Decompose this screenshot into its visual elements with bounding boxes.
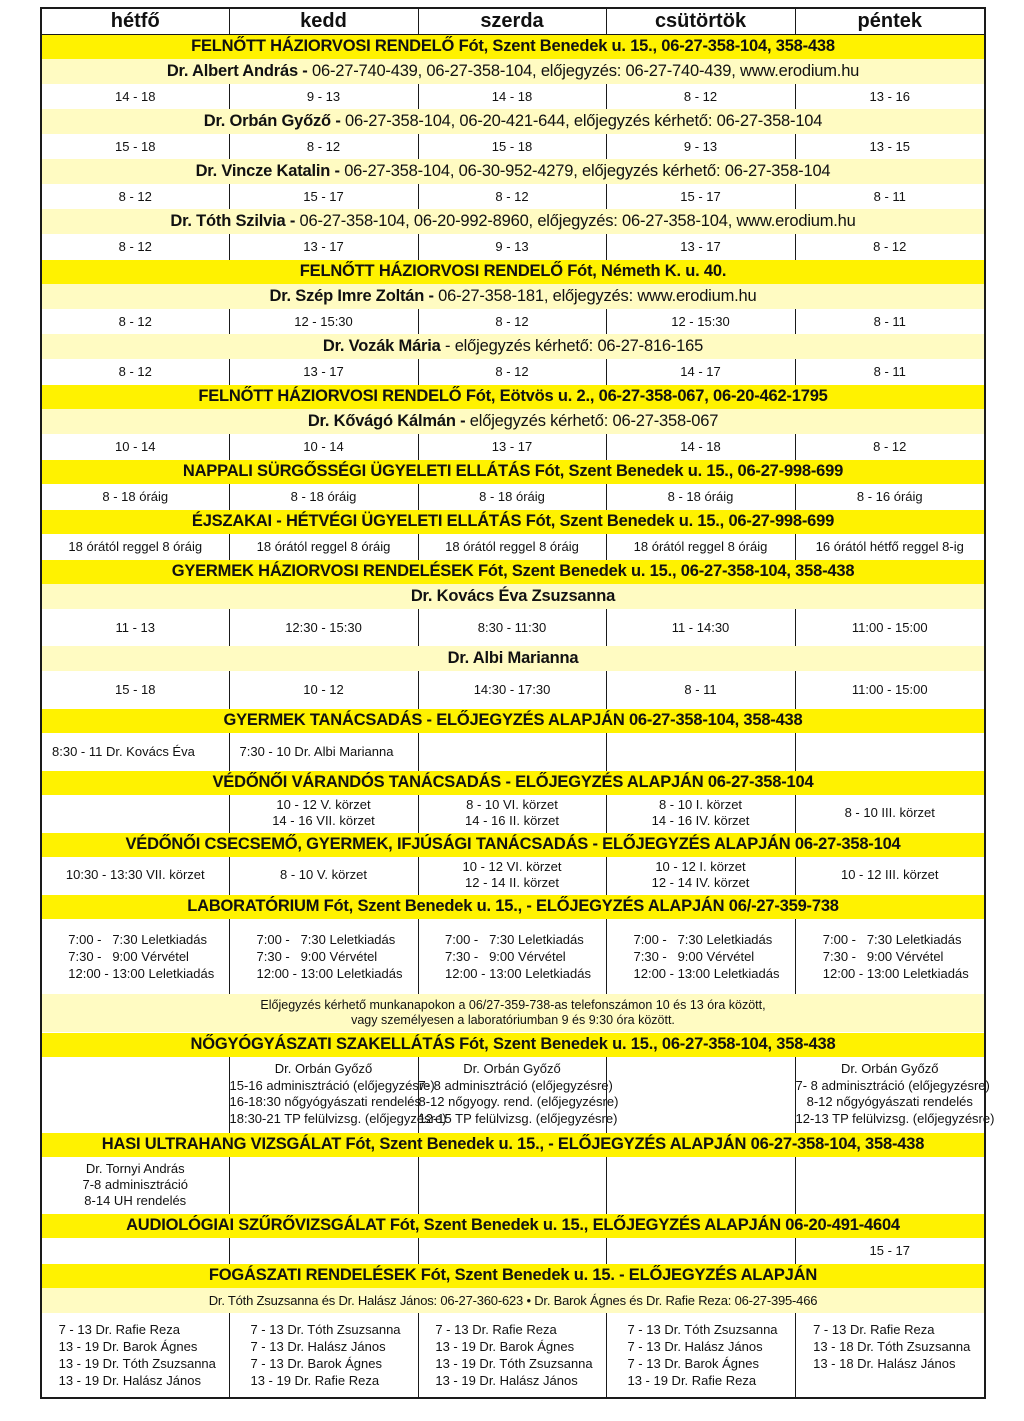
doctor-row-line — [41, 334, 985, 359]
hours-csütörtök: 12 - 15:30 — [606, 309, 795, 334]
lab-hétfő — [41, 919, 229, 994]
day-header: péntek — [795, 8, 985, 34]
doctor-contact: 06-27-358-104, 06-30-952-4279, előjegyzés kérhető: 06-27-358-104 — [339, 162, 831, 180]
cell-line: Dr. Orbán Győző — [463, 1061, 561, 1077]
hours-csütörtök — [606, 1238, 795, 1263]
lab-line: 12:00 - 13:00 Leletkiadás — [822, 966, 969, 981]
doctor-row-line — [41, 584, 985, 609]
hours-kedd — [229, 1238, 418, 1263]
doctor-name: Dr. Orbán Győző - — [203, 112, 341, 130]
day-header-row — [41, 8, 985, 34]
hours-row — [41, 1238, 985, 1263]
section-title — [41, 384, 985, 409]
lab-note — [41, 994, 985, 1032]
lab-line: 7:30 - 9:00 Vérvétel — [822, 949, 944, 964]
cell-csütörtök — [606, 1057, 795, 1132]
dental-line: 13 - 19 Dr. Tóth Zsuzsanna — [435, 1356, 593, 1371]
section-title — [41, 708, 985, 733]
hours-hétfő: 14 - 18 — [115, 89, 156, 104]
hours-csütörtök: 14 - 18 — [606, 434, 795, 459]
dental-line: 13 - 19 Dr. Tóth Zsuzsanna — [58, 1356, 216, 1371]
cell-line: 12 - 14 II. körzet — [465, 875, 559, 891]
cell-line: 10 - 12 VI. körzet — [462, 859, 562, 875]
hours-hétfő: 8 - 18 óráig — [102, 488, 169, 504]
lab-line: 12:00 - 13:00 Leletkiadás — [68, 966, 215, 981]
lab-line: 7:00 - 7:30 Leletkiadás — [633, 932, 773, 947]
doctor-row-line — [41, 209, 985, 234]
lab-line: 7:00 - 7:30 Leletkiadás — [68, 932, 208, 947]
hours-row — [41, 134, 985, 159]
cell-line: 8-12 nőgyógyászati rendelés — [806, 1094, 973, 1110]
cell-hétfő — [41, 1157, 229, 1213]
section-title — [41, 1263, 985, 1288]
dental-line: 7 - 13 Dr. Halász János — [627, 1339, 763, 1354]
cell-line: 15-16 adminisztráció (előjegyzésre) — [229, 1077, 435, 1093]
dental-csütörtök — [606, 1313, 795, 1398]
dental-line: 7 - 13 Dr. Halász János — [250, 1339, 386, 1354]
doctor-name: Dr. Vincze Katalin - — [195, 162, 340, 180]
doctor-row-line — [41, 646, 985, 671]
hours-hétfő: 8:30 - 11 Dr. Kovács Éva — [52, 743, 195, 759]
cell-line: 8 - 10 V. körzet — [280, 867, 367, 883]
lab-hours-row — [41, 919, 985, 994]
hours-szerda: 18 órától reggel 8 óráig — [418, 534, 606, 559]
hours-csütörtök: 18 órától reggel 8 óráig — [606, 534, 795, 559]
hours-kedd: 13 - 17 — [229, 234, 418, 259]
hours-szerda: 8:30 - 11:30 — [418, 609, 606, 646]
hours-row — [41, 184, 985, 209]
section-title-text: AUDIOLÓGIAI SZŰRŐVIZSGÁLAT Fót, Szent Benedek u. 15., ELŐJEGYZÉS ALAPJÁN 06-20-491-4604 — [41, 1213, 985, 1238]
dental-line: 13 - 19 Dr. Rafie Reza — [250, 1373, 380, 1388]
hours-csütörtök: 8 - 12 — [606, 84, 795, 109]
cells-row — [41, 795, 985, 832]
cell-kedd — [229, 1057, 447, 1132]
hours-csütörtök: 15 - 17 — [606, 184, 795, 209]
doctor-name: Dr. Albi Marianna — [447, 649, 579, 667]
section-title — [41, 894, 985, 919]
hours-csütörtök: 8 - 18 óráig — [606, 484, 795, 509]
hours-szerda — [418, 1238, 606, 1263]
section-title — [41, 259, 985, 284]
cell-line: 8-12 nőgyogy. rend. (előjegyzésre) — [418, 1094, 619, 1110]
dental-kedd — [229, 1313, 418, 1398]
dental-péntek — [795, 1313, 985, 1398]
lab-csütörtök — [606, 919, 795, 994]
schedule-table — [40, 7, 995, 1399]
cell-line: 7- 8 adminisztráció (előjegyzésre) — [418, 1077, 613, 1093]
ultrasound-row — [41, 1157, 985, 1213]
doctor-contact: 06-27-740-439, 06-27-358-104, előjegyzés: 06-27-740-439, www.erodium.hu — [307, 62, 860, 80]
dental-line: 13 - 18 Dr. Tóth Zsuzsanna — [813, 1339, 971, 1354]
hours-péntek: 16 órától hétfő reggel 8-ig — [795, 534, 985, 559]
hours-csütörtök: 14 - 17 — [606, 359, 795, 384]
section-title-text: FELNŐTT HÁZIORVOSI RENDELŐ Fót, Németh K. u. 40. — [41, 259, 985, 284]
cell-line: Dr. Orbán Győző — [840, 1061, 939, 1077]
hours-péntek: 8 - 11 — [795, 359, 985, 384]
doctor-contact: előjegyzés kérhető: 06-27-358-067 — [465, 412, 719, 430]
cell-line: 7-8 adminisztráció — [82, 1176, 188, 1192]
lab-line: 7:00 - 7:30 Leletkiadás — [256, 932, 396, 947]
section-title — [41, 459, 985, 484]
cell-line: 10 - 12 V. körzet — [276, 797, 371, 813]
hours-kedd: 13 - 17 — [229, 359, 418, 384]
hours-hétfő: 8 - 12 — [118, 363, 152, 379]
hours-hétfő: 10 - 14 — [115, 438, 156, 454]
cell-line: Dr. Orbán Győző — [274, 1061, 373, 1077]
lab-line: 7:30 - 9:00 Vérvétel — [445, 949, 566, 964]
cell-hétfő — [41, 1057, 229, 1132]
doctor-row — [41, 209, 985, 234]
hours-kedd: 12 - 15:30 — [229, 309, 418, 334]
section-title-text: ÉJSZAKAI - HÉTVÉGI ÜGYELETI ELLÁTÁS Fót, Szent Benedek u. 15., 06-27-998-699 — [41, 509, 985, 534]
hours-kedd: 10 - 12 — [229, 671, 418, 708]
lab-note-line: vagy személyesen a laboratóriumban 9 és 9:30 óra között. — [351, 1012, 675, 1027]
hours-csütörtök — [606, 733, 795, 770]
doctor-row — [41, 409, 985, 434]
cell-line: 8 - 10 I. körzet — [658, 797, 743, 813]
cell-line: 14 - 16 VII. körzet — [272, 813, 375, 829]
section-title-text: VÉDŐNŐI CSECSEMŐ, GYERMEK, IFJÚSÁGI TANÁCSADÁS - ELŐJEGYZÉS ALAPJÁN 06-27-358-104 — [41, 832, 985, 857]
cell-szerda — [418, 857, 606, 894]
hours-kedd: 18 órától reggel 8 óráig — [229, 534, 418, 559]
cell-line: 8 - 10 VI. körzet — [466, 797, 558, 813]
dental-szerda — [418, 1313, 606, 1398]
lab-kedd — [229, 919, 418, 994]
dental-line: 13 - 19 Dr. Halász János — [435, 1373, 578, 1388]
section-title-text: NAPPALI SÜRGŐSSÉGI ÜGYELETI ELLÁTÁS Fót, Szent Benedek u. 15., 06-27-998-699 — [41, 459, 985, 484]
dental-line: 7 - 13 Dr. Tóth Zsuzsanna — [627, 1322, 778, 1337]
hours-row — [41, 234, 985, 259]
dental-line: 7 - 13 Dr. Barok Ágnes — [250, 1356, 382, 1371]
day-header: kedd — [229, 8, 418, 34]
hours-szerda: 8 - 12 — [418, 309, 606, 334]
hours-kedd: 9 - 13 — [229, 84, 418, 109]
lab-note-row — [41, 994, 985, 1032]
hours-hétfő: 15 - 18 — [115, 139, 156, 154]
hours-row — [41, 733, 985, 770]
day-header: szerda — [418, 8, 606, 34]
cell-line: 12-13 TP felülvizsg. (előjegyzésre) — [795, 1110, 995, 1126]
doctor-name: Dr. Kővágó Kálmán - — [307, 412, 466, 430]
dental-line: 7 - 13 Dr. Tóth Zsuzsanna — [250, 1322, 401, 1337]
dental-line: 13 - 19 Dr. Barok Ágnes — [58, 1339, 198, 1354]
cell-line: 8 - 10 III. körzet — [844, 805, 935, 821]
section-title-text: VÉDŐNŐI VÁRANDÓS TANÁCSADÁS - ELŐJEGYZÉS ALAPJÁN 06-27-358-104 — [41, 770, 985, 795]
cell-kedd — [229, 857, 418, 894]
lab-line: 7:30 - 9:00 Vérvétel — [68, 949, 189, 964]
section-title — [41, 770, 985, 795]
hours-szerda — [418, 733, 606, 770]
dental-contacts — [41, 1288, 985, 1313]
doctor-row — [41, 284, 985, 309]
day-header: csütörtök — [606, 8, 795, 34]
hours-péntek: 8 - 12 — [795, 234, 985, 259]
hours-kedd: 12:30 - 15:30 — [229, 609, 418, 646]
hours-péntek: 11:00 - 15:00 — [795, 671, 985, 708]
hours-row — [41, 484, 985, 509]
cell-kedd — [229, 1157, 418, 1213]
day-header: hétfő — [41, 8, 229, 34]
dental-line: 13 - 19 Dr. Rafie Reza — [627, 1373, 757, 1388]
cell-csütörtök — [606, 1157, 795, 1213]
hours-hétfő — [41, 1238, 229, 1263]
cell-line: 12 - 14 IV. körzet — [651, 875, 750, 891]
cell-szerda — [418, 1157, 606, 1213]
cell-szerda — [418, 795, 606, 832]
hours-row — [41, 534, 985, 559]
section-title-text: HASI ULTRAHANG VIZSGÁLAT Fót, Szent Benedek u. 15., - ELŐJEGYZÉS ALAPJÁN 06-27-358-104, 358-438 — [41, 1132, 985, 1157]
lab-szerda — [418, 919, 606, 994]
cell-péntek — [795, 857, 985, 894]
doctor-row-line — [41, 159, 985, 184]
hours-kedd: 10 - 14 — [229, 434, 418, 459]
hours-hétfő: 18 órától reggel 8 óráig — [68, 538, 203, 554]
section-title-text: FELNŐTT HÁZIORVOSI RENDELŐ Fót, Eötvös u. 2., 06-27-358-067, 06-20-462-1795 — [41, 384, 985, 409]
hours-hétfő: 8 - 12 — [118, 238, 152, 254]
hours-row — [41, 671, 985, 708]
lab-note-line: Előjegyzés kérhető munkanapokon a 06/27-359-738-as telefonszámon 10 és 13 óra között, — [260, 997, 766, 1012]
section-title — [41, 1032, 985, 1057]
lab-line: 7:00 - 7:30 Leletkiadás — [445, 932, 584, 947]
lab-line: 7:00 - 7:30 Leletkiadás — [822, 932, 962, 947]
hours-péntek: 13 - 15 — [795, 134, 985, 159]
section-title-text: GYERMEK HÁZIORVOSI RENDELÉSEK Fót, Szent Benedek u. 15., 06-27-358-104, 358-438 — [41, 559, 985, 584]
hours-row — [41, 84, 985, 109]
hours-péntek: 13 - 16 — [795, 84, 985, 109]
doctor-row — [41, 109, 985, 134]
hours-row — [41, 309, 985, 334]
hours-péntek: 8 - 11 — [795, 309, 985, 334]
dental-line: 13 - 19 Dr. Halász János — [58, 1373, 201, 1388]
hours-kedd: 15 - 17 — [229, 184, 418, 209]
hours-péntek: 8 - 12 — [795, 434, 985, 459]
hours-kedd: 8 - 12 — [229, 134, 418, 159]
section-title-text: GYERMEK TANÁCSADÁS - ELŐJEGYZÉS ALAPJÁN 06-27-358-104, 358-438 — [41, 708, 985, 733]
dental-contacts-text: Dr. Tóth Zsuzsanna és Dr. Halász János: 06-27-360-623 • Dr. Barok Ágnes és Dr. Rafie Reza: 06-27-395-466 — [41, 1288, 985, 1313]
dental-line: 13 - 18 Dr. Halász János — [813, 1356, 956, 1371]
cell-line: 16-18:30 nőgyógyászati rendelés — [229, 1094, 422, 1110]
cell-kedd — [229, 795, 418, 832]
dental-hétfő — [41, 1313, 229, 1398]
hours-kedd: 8 - 18 óráig — [229, 484, 418, 509]
dental-line: 7 - 13 Dr. Rafie Reza — [435, 1322, 557, 1337]
lab-line: 7:30 - 9:00 Vérvétel — [633, 949, 755, 964]
section-title — [41, 559, 985, 584]
hours-szerda: 8 - 12 — [418, 184, 606, 209]
doctor-contact: 06-27-358-104, 06-20-992-8960, előjegyzés: 06-27-358-104, www.erodium.hu — [295, 212, 856, 230]
cell-péntek — [795, 1157, 985, 1213]
doctor-row-line — [41, 109, 985, 134]
hours-csütörtök: 8 - 11 — [606, 671, 795, 708]
dental-line: 7 - 13 Dr. Rafie Reza — [813, 1322, 935, 1337]
cell-line: 12-15 TP felülvizsg. (előjegyzésre) — [418, 1110, 618, 1126]
hours-péntek: 15 - 17 — [795, 1238, 985, 1263]
hours-szerda: 13 - 17 — [418, 434, 606, 459]
hours-csütörtök: 11 - 14:30 — [606, 609, 795, 646]
cell-line: Dr. Tornyi András — [85, 1160, 185, 1176]
hours-péntek: 8 - 16 óráig — [795, 484, 985, 509]
hours-szerda: 8 - 18 óráig — [418, 484, 606, 509]
hours-hétfő: 8 - 12 — [118, 189, 152, 204]
hours-row — [41, 434, 985, 459]
cell-line: 18:30-21 TP felülvizsg. (előjegyzésre) — [229, 1110, 447, 1126]
hours-row — [41, 359, 985, 384]
lab-line: 12:00 - 13:00 Leletkiadás — [445, 966, 591, 981]
section-title — [41, 832, 985, 857]
hours-hétfő: 11 - 13 — [115, 620, 155, 635]
cell-szerda — [418, 1057, 619, 1132]
hours-péntek — [795, 733, 985, 770]
doctor-contact: 06-27-358-104, 06-20-421-644, előjegyzés kérhető: 06-27-358-104 — [340, 112, 823, 130]
doctor-name: Dr. Kovács Éva Zsuzsanna — [410, 587, 616, 605]
section-title — [41, 1132, 985, 1157]
cell-line: 10 - 12 III. körzet — [840, 867, 939, 883]
dental-line: 7 - 13 Dr. Rafie Reza — [58, 1322, 180, 1337]
doctor-row-line — [41, 284, 985, 309]
section-title — [41, 34, 985, 59]
section-title-text: LABORATÓRIUM Fót, Szent Benedek u. 15., - ELŐJEGYZÉS ALAPJÁN 06/-27-359-738 — [41, 894, 985, 919]
cells-row — [41, 857, 985, 894]
hours-csütörtök: 9 - 13 — [606, 134, 795, 159]
doctor-name: Dr. Tóth Szilvia - — [170, 212, 296, 230]
lab-line: 7:30 - 9:00 Vérvétel — [256, 949, 378, 964]
cell-csütörtök — [606, 857, 795, 894]
cell-line: 10:30 - 13:30 VII. körzet — [65, 867, 205, 883]
cell-hétfő — [41, 795, 229, 832]
cell-line: 14 - 16 II. körzet — [465, 813, 559, 829]
dental-row — [41, 1313, 985, 1398]
lab-line: 12:00 - 13:00 Leletkiadás — [256, 966, 403, 981]
section-title-text: FOGÁSZATI RENDELÉSEK Fót, Szent Benedek u. 15. - ELŐJEGYZÉS ALAPJÁN — [41, 1263, 985, 1288]
doctor-row — [41, 646, 985, 671]
cell-csütörtök — [606, 795, 795, 832]
cell-line: 14 - 16 IV. körzet — [651, 813, 750, 829]
doctor-contact: 06-27-358-181, előjegyzés: www.erodium.hu — [433, 287, 757, 305]
cell-péntek — [795, 795, 985, 832]
doctor-row — [41, 159, 985, 184]
doctor-name: Dr. Szép Imre Zoltán - — [269, 287, 434, 305]
doctor-row-line — [41, 59, 985, 84]
doctor-row — [41, 334, 985, 359]
hours-csütörtök: 13 - 17 — [606, 234, 795, 259]
hours-szerda: 8 - 12 — [418, 359, 606, 384]
hours-szerda: 14:30 - 17:30 — [418, 671, 606, 708]
cell-line: 8-14 UH rendelés — [84, 1192, 187, 1208]
section-title — [41, 1213, 985, 1238]
cell-hétfő — [41, 857, 229, 894]
section-title-text: FELNŐTT HÁZIORVOSI RENDELŐ Fót, Szent Benedek u. 15., 06-27-358-104, 358-438 — [41, 34, 985, 59]
doctor-row-line — [41, 409, 985, 434]
cell-line: 7- 8 adminisztráció (előjegyzésre) — [795, 1077, 990, 1093]
doctor-row — [41, 584, 985, 609]
lab-line: 12:00 - 13:00 Leletkiadás — [633, 966, 780, 981]
dental-line: 7 - 13 Dr. Barok Ágnes — [627, 1356, 759, 1371]
cells-row — [41, 1057, 985, 1132]
doctor-row — [41, 59, 985, 84]
cell-line: 10 - 12 I. körzet — [655, 859, 746, 875]
hours-kedd: 7:30 - 10 Dr. Albi Marianna — [229, 733, 418, 770]
hours-hétfő: 8 - 12 — [118, 314, 152, 329]
section-title — [41, 509, 985, 534]
lab-péntek — [795, 919, 985, 994]
hours-hétfő: 15 - 18 — [115, 681, 156, 697]
doctor-name: Dr. Albert András - — [166, 62, 308, 80]
hours-szerda: 14 - 18 — [418, 84, 606, 109]
hours-szerda: 9 - 13 — [418, 234, 606, 259]
cell-péntek — [795, 1057, 995, 1132]
doctor-name: Dr. Vozák Mária — [322, 337, 441, 355]
doctor-contact: - előjegyzés kérhető: 06-27-816-165 — [440, 337, 704, 355]
section-title-text: NŐGYÓGYÁSZATI SZAKELLÁTÁS Fót, Szent Benedek u. 15., 06-27-358-104, 358-438 — [41, 1032, 985, 1057]
dental-line: 13 - 19 Dr. Barok Ágnes — [435, 1339, 575, 1354]
hours-péntek: 8 - 11 — [795, 184, 985, 209]
hours-row — [41, 609, 985, 646]
hours-péntek: 11:00 - 15:00 — [795, 609, 985, 646]
hours-szerda: 15 - 18 — [418, 134, 606, 159]
